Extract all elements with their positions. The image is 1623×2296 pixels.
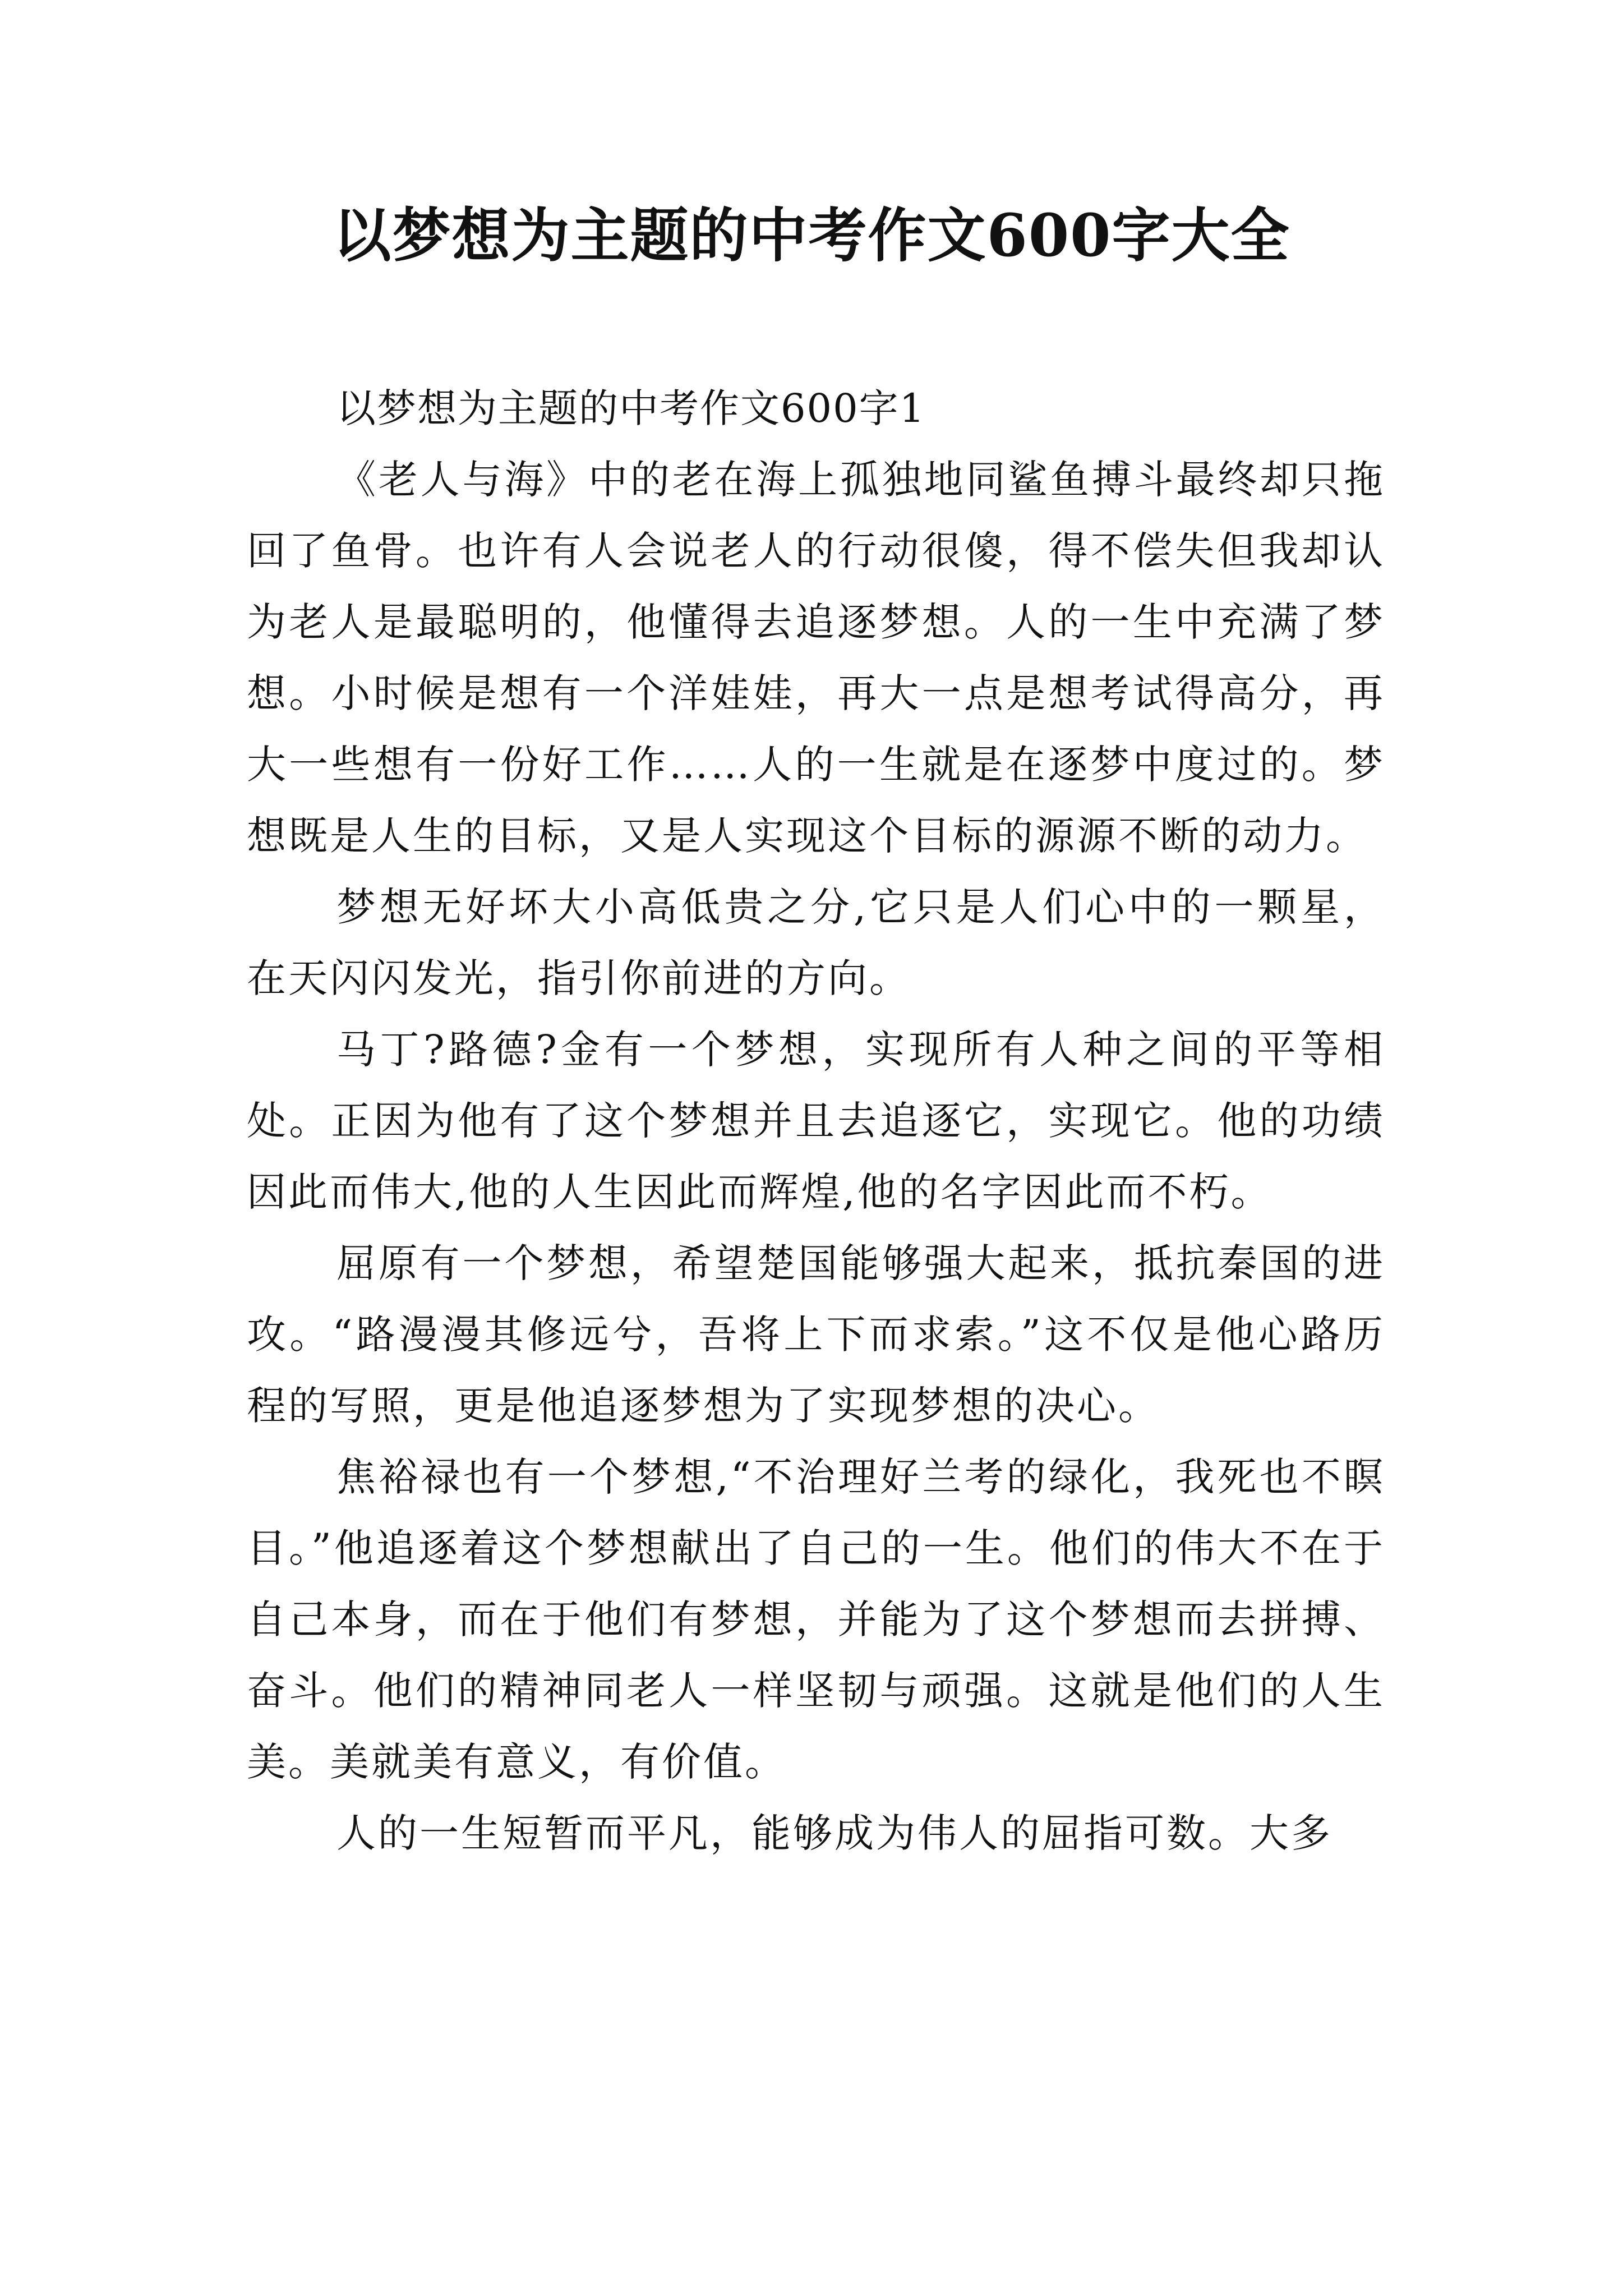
document-body xyxy=(247,373,1385,1869)
document-title: 以梦想为主题的中考作文600字大全 xyxy=(333,201,1290,270)
paragraph-qu-yuan: 屈原有一个梦想，希望楚国能够强大起来，抵抗秦国的进攻。“路漫漫其修远兮，吾将上下而求索。”这不仅是他心路历程的写照，更是他追逐梦想为了实现梦想的决心。 xyxy=(247,1240,1385,1429)
paragraph-ordinary-life: 人的一生短暂而平凡，能够成为伟人的屈指可数。大多 xyxy=(336,1810,1332,1856)
paragraph-jiao-yulu: 焦裕禄也有一个梦想,“不治理好兰考的绿化，我死也不瞑目。”他追逐着这个梦想献出了自己的一生。他们的伟大不在于自己本身，而在于他们有梦想，并能为了这个梦想而去拼搏、奋斗。他们的精神同老人一样坚韧与顽强。这就是他们的人生美。美就美有意义，有价值。 xyxy=(247,1454,1385,1785)
paragraph-dream-star: 梦想无好坏大小高低贵之分,它只是人们心中的一颗星，在天闪闪发光，指引你前进的方向。 xyxy=(247,884,1385,1001)
paragraph-old-man-and-sea: 《老人与海》中的老在海上孤独地同鲨鱼搏斗最终却只拖回了鱼骨。也许有人会说老人的行动很傻，得不偿失但我却认为老人是最聪明的，他懂得去追逐梦想。人的一生中充满了梦想。小时候是想有一个洋娃娃，再大一点是想考试得高分，再大一些想有一份好工作……人的一生就是在逐梦中度过的。梦想既是人生的目标，又是人实现这个目标的源源不断的动力。 xyxy=(247,457,1385,859)
essay-heading: 以梦想为主题的中考作文600字1 xyxy=(336,385,926,431)
paragraph-martin-luther-king: 马丁?路德?金有一个梦想，实现所有人种之间的平等相处。正因为他有了这个梦想并且去追逐它，实现它。他的功绩因此而伟大,他的人生因此而辉煌,他的名字因此而不朽。 xyxy=(247,1027,1385,1215)
